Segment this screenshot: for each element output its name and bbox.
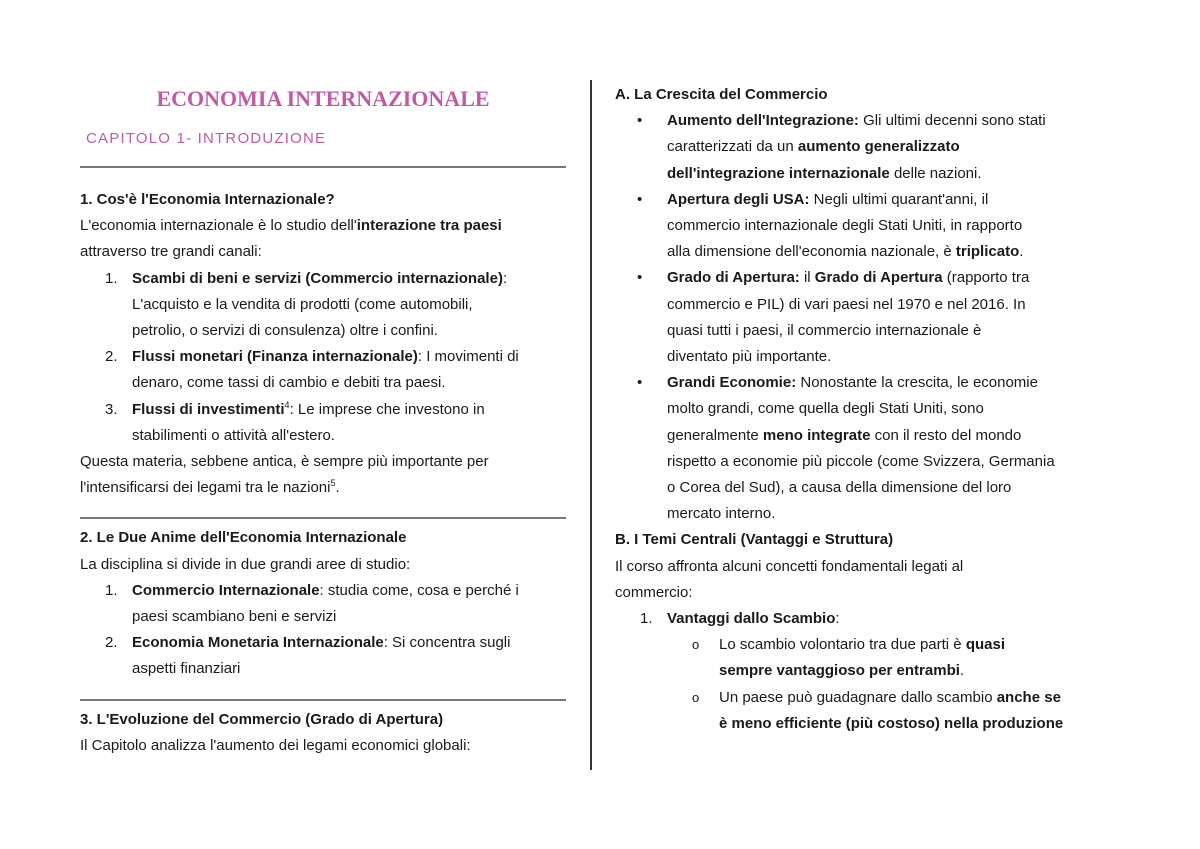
circle-bullet-icon: o [692, 689, 700, 705]
text-bold: interazione tra paesi [356, 217, 502, 235]
document-title: ECONOMIA INTERNAZIONALE [156, 86, 490, 111]
text: : I movimenti di [417, 348, 519, 366]
list-item [80, 397, 566, 423]
list-item-title: Vantaggi dallo Scambio [667, 610, 836, 628]
bullet-cont: commercio internazionale degli Stati Uniti, in rapporto [667, 217, 1023, 235]
section-rule [80, 517, 566, 519]
section-3 [80, 707, 566, 759]
bullet-icon: • [637, 190, 643, 208]
text: Negli ultimi quarant'anni, il [809, 190, 989, 208]
bullet-cont: quasi tutti i paesi, il commercio internazionale è [667, 321, 982, 339]
bullet-cont [615, 423, 1115, 449]
list-item-cont: petrolio, o servizi di consulenza) oltre i confini. [132, 322, 438, 340]
text: generalmente [667, 426, 763, 444]
list-item [615, 606, 1115, 632]
sub-bullet-item [615, 632, 1115, 658]
list-number: 2. [105, 348, 118, 366]
text: caratterizzati da un [667, 138, 798, 156]
list-item-title: Economia Monetaria Internazionale [132, 634, 384, 652]
bullet-cont: diventato più importante. [667, 348, 832, 366]
list-item-cont: denaro, come tassi di cambio e debiti tra paesi. [132, 374, 446, 392]
list-item [80, 578, 566, 604]
bullet-icon: • [637, 112, 643, 130]
text: : Si concentra sugli [383, 634, 511, 652]
list-item-title: Flussi di investimenti [132, 400, 285, 418]
bullet-item [615, 187, 1115, 213]
text: Nonostante la crescita, le economie [796, 374, 1038, 392]
text-bold: dell'integrazione internazionale [667, 164, 890, 182]
list-item [80, 344, 566, 370]
text-bold: quasi [965, 636, 1005, 654]
list-number: 2. [105, 634, 118, 652]
text: Un paese può guadagnare dallo scambio [719, 688, 997, 706]
bullet-cont: o Corea del Sud), a causa della dimensione del loro [667, 479, 1012, 497]
list-number: 1. [105, 581, 118, 599]
text: : [502, 269, 508, 287]
section-rule [80, 699, 566, 701]
text-bold: Grado di Apertura [814, 269, 943, 287]
subsection-b-intro-cont: commercio: [615, 583, 693, 601]
right-column [615, 82, 1115, 737]
bullet-cont [615, 161, 1115, 187]
bullet-cont [615, 134, 1115, 160]
text: . [1019, 243, 1024, 261]
section-1-intro-cont: attraverso tre grandi canali: [80, 243, 262, 261]
section-3-intro: Il Capitolo analizza l'aumento dei legami economici globali: [80, 736, 471, 754]
text-bold: meno integrate [762, 426, 871, 444]
bullet-title: Grandi Economie: [667, 374, 797, 392]
bullet-cont [615, 239, 1115, 265]
bullet-icon: • [637, 269, 643, 287]
section-1-outro-cont [80, 475, 566, 501]
section-1-outro: Questa materia, sebbene antica, è sempre più importante per [80, 453, 489, 471]
text: . [959, 662, 965, 680]
section-2-heading: 2. Le Due Anime dell'Economia Internazionale [80, 529, 407, 547]
list-item-title: Commercio Internazionale [132, 581, 320, 599]
bullet-cont: commercio e PIL) di vari paesi nel 1970 e nel 2016. In [667, 295, 1026, 313]
text: alla dimensione dell'economia nazionale, è [667, 243, 956, 261]
list-number: 1. [105, 269, 118, 287]
bullet-item [615, 265, 1115, 291]
section-1-intro [80, 213, 566, 239]
bullet-item [615, 370, 1115, 396]
section-3-heading: 3. L'Evoluzione del Commercio (Grado di Apertura) [80, 710, 444, 728]
text-bold: triplicato [955, 243, 1020, 261]
list-item-title: Scambi di beni e servizi (Commercio internazionale) [132, 269, 503, 287]
sub-bullet-cont: è meno efficiente (più costoso) nella produzione [719, 714, 1064, 732]
text-bold: anche se [996, 688, 1061, 706]
bullet-item [615, 108, 1115, 134]
bullet-title: Grado di Apertura: [667, 269, 800, 287]
column-divider [590, 80, 592, 770]
text: (rapporto tra [942, 269, 1030, 287]
bullet-title: Aumento dell'Integrazione: [667, 112, 859, 130]
text-bold: aumento generalizzato [797, 138, 960, 156]
list-item-cont: paesi scambiano beni e servizi [132, 608, 337, 626]
text: L'economia internazionale è lo studio dell' [80, 217, 357, 235]
bullet-cont: rispetto a economie più piccole (come Svizzera, Germania [667, 452, 1055, 470]
section-1-heading: 1. Cos'è l'Economia Internazionale? [80, 191, 335, 208]
bullet-icon: • [637, 374, 643, 392]
list-item [80, 630, 566, 656]
footnote-ref[interactable]: 5 [330, 478, 336, 489]
section-1 [80, 187, 566, 501]
text: delle nazioni. [889, 164, 982, 182]
text: il [799, 269, 815, 287]
text: : Le imprese che investono in [289, 400, 485, 418]
text: : studia come, cosa e perché i [319, 581, 519, 599]
section-2 [80, 525, 566, 682]
list-number: 1. [640, 610, 653, 628]
footnote-ref[interactable]: 4 [284, 399, 290, 410]
text-bold: sempre vantaggioso per entrambi [719, 662, 960, 680]
text: Gli ultimi decenni sono stati [858, 112, 1046, 130]
chapter-heading: CAPITOLO 1- INTRODUZIONE [86, 130, 327, 147]
section-2-intro: La disciplina si divide in due grandi aree di studio: [80, 555, 411, 573]
subsection-b-intro: Il corso affronta alcuni concetti fondamentali legati al [615, 557, 964, 575]
text: l'intensificarsi dei legami tra le nazioni [80, 479, 331, 497]
left-column [80, 82, 566, 759]
bullet-title: Apertura degli USA: [667, 190, 810, 208]
sub-bullet-cont [615, 658, 1115, 684]
circle-bullet-icon: o [692, 637, 700, 653]
text: . [335, 479, 340, 497]
bullet-cont: molto grandi, come quella degli Stati Uniti, sono [667, 400, 984, 418]
bullet-cont: mercato interno. [667, 505, 776, 523]
list-number: 3. [105, 400, 118, 418]
section-rule [80, 166, 566, 168]
text: : [835, 610, 840, 628]
list-item-cont: stabilimenti o attività all'estero. [132, 426, 335, 444]
text: Lo scambio volontario tra due parti è [719, 636, 966, 654]
subsection-b-heading: B. I Temi Centrali (Vantaggi e Struttura) [615, 531, 894, 549]
text: con il resto del mondo [870, 426, 1022, 444]
sub-bullet-item [615, 685, 1115, 711]
subsection-a-heading: A. La Crescita del Commercio [615, 86, 828, 103]
list-item-title: Flussi monetari (Finanza internazionale) [132, 348, 418, 366]
list-item-cont: L'acquisto e la vendita di prodotti (come automobili, [132, 295, 473, 313]
list-item-cont: aspetti finanziari [132, 660, 241, 678]
list-item [80, 266, 566, 292]
